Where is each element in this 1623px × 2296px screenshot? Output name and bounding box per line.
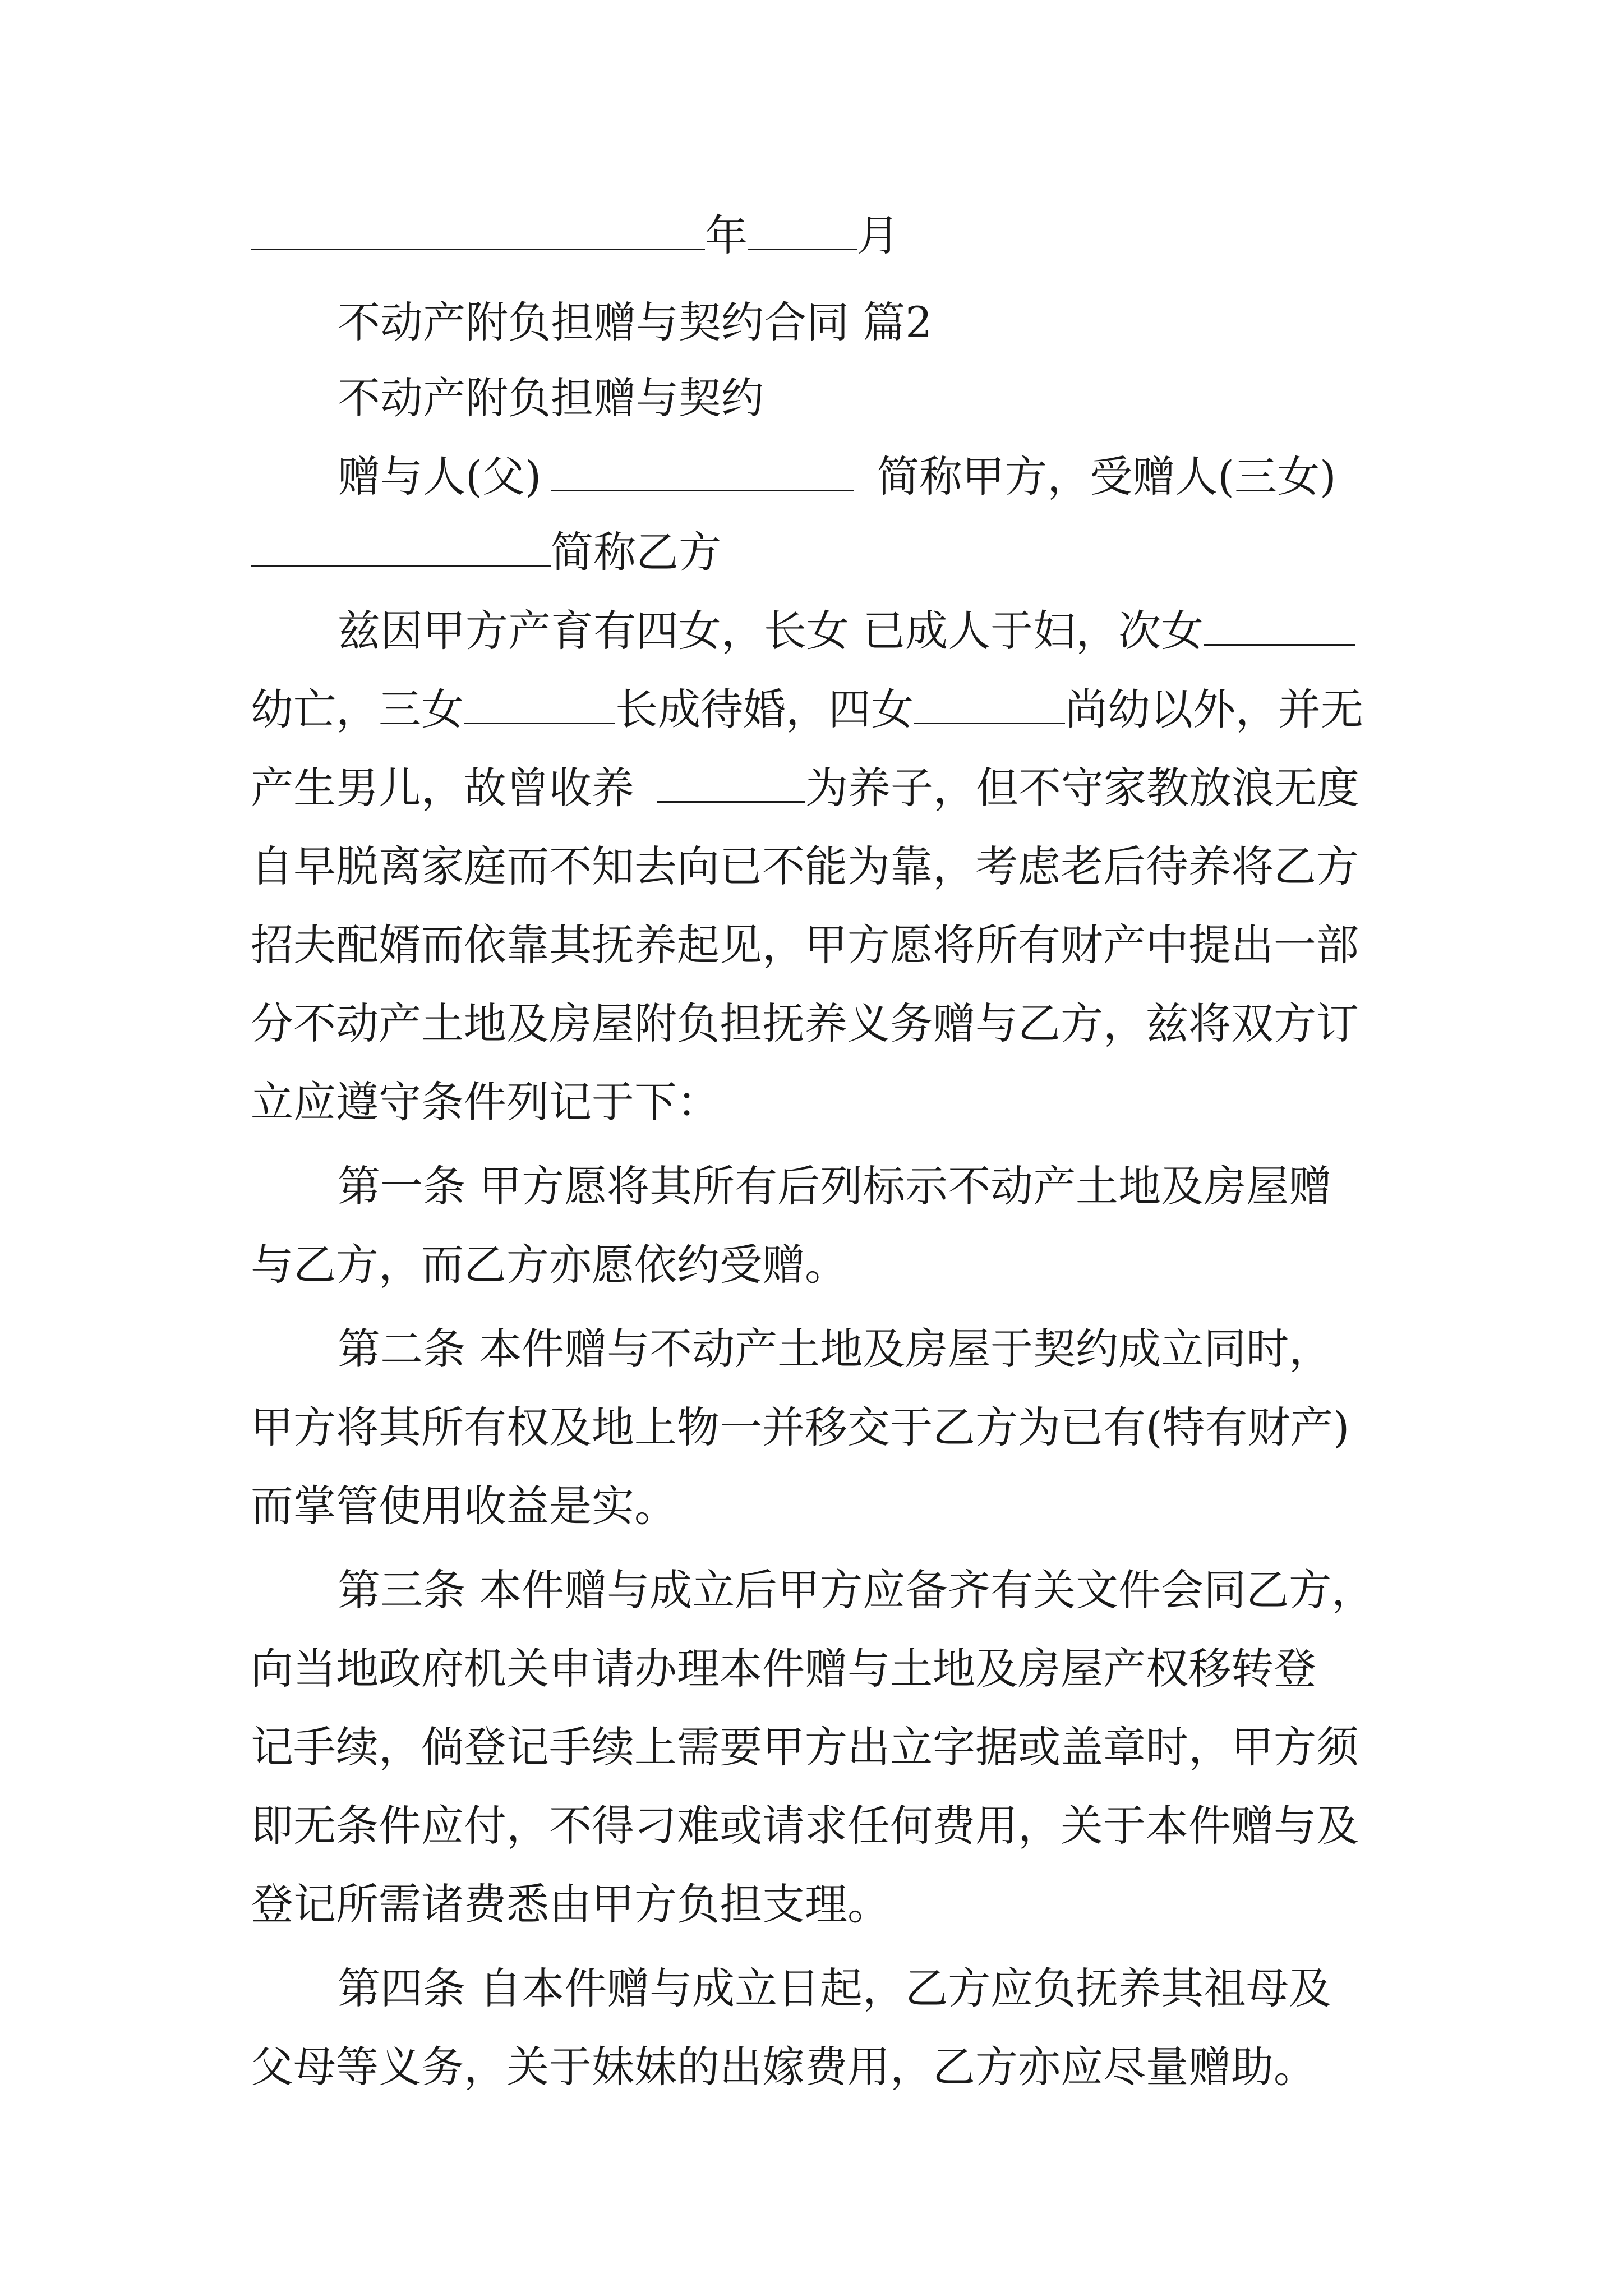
article-text: 即无条件应付，不得刁难或请求任何费用，关于本件赠与及 bbox=[251, 1801, 1359, 1851]
preamble-line-7 bbox=[0, 1074, 1623, 1130]
third-daughter-blank bbox=[464, 683, 615, 724]
preamble-line-6 bbox=[0, 996, 1623, 1052]
date-blank bbox=[251, 209, 705, 250]
preamble-text: 长成待婚，四女 bbox=[615, 684, 914, 734]
article-text: 甲方将其所有权及地上物一并移交于乙方为已有(特有财产) bbox=[251, 1402, 1350, 1452]
date-line bbox=[0, 208, 1623, 264]
parties-line-2 bbox=[0, 524, 1623, 581]
subheading-text: 不动产附负担赠与契约 bbox=[338, 373, 764, 423]
preamble-text: 招夫配婿而依靠其抚养起见，甲方愿将所有财产中提出一部 bbox=[251, 920, 1359, 970]
preamble-text: 立应遵守条件列记于下： bbox=[251, 1077, 720, 1127]
month-blank bbox=[748, 209, 857, 250]
donor-label: 赠与人(父) bbox=[338, 452, 542, 501]
article-3-line-5 bbox=[0, 1876, 1623, 1932]
parties-line-1 bbox=[0, 449, 1623, 505]
adopted-son-blank bbox=[657, 762, 805, 803]
article-1-line-2 bbox=[0, 1237, 1623, 1293]
article-3-line-1 bbox=[0, 1562, 1623, 1618]
article-text: 与乙方，而乙方亦愿依约受赠。 bbox=[251, 1240, 847, 1290]
second-daughter-blank bbox=[1204, 605, 1355, 646]
preamble-text: 幼亡，三女 bbox=[251, 684, 464, 734]
preamble-text: 分不动产土地及房屋附负担抚养义务赠与乙方，兹将双方订 bbox=[251, 999, 1359, 1048]
article-text: 第一条 甲方愿将其所有后列标示不动产土地及房屋赠 bbox=[338, 1161, 1332, 1211]
article-3-line-2 bbox=[0, 1641, 1623, 1697]
donee-suffix: 简称乙方 bbox=[551, 527, 721, 577]
article-1-line-1 bbox=[0, 1158, 1623, 1214]
contract-heading bbox=[0, 295, 1623, 351]
article-text: 登记所需诸费悉由甲方负担支理。 bbox=[251, 1879, 890, 1929]
article-text: 而掌管使用收益是实。 bbox=[251, 1481, 677, 1531]
article-text: 向当地政府机关申请办理本件赠与土地及房屋产权移转登 bbox=[251, 1644, 1316, 1694]
donee-name-blank bbox=[251, 526, 551, 567]
heading-text: 不动产附负担赠与契约合同 篇2 bbox=[338, 297, 933, 347]
contract-subheading bbox=[0, 370, 1623, 426]
article-4-line-1 bbox=[0, 1961, 1623, 2017]
month-label: 月 bbox=[857, 210, 900, 260]
preamble-text: 为养子，但不守家教放浪无度 bbox=[805, 763, 1359, 813]
year-label: 年 bbox=[705, 210, 748, 260]
preamble-line-2 bbox=[0, 682, 1623, 738]
donor-suffix: 简称甲方，受赠人(三女) bbox=[877, 452, 1336, 501]
article-2-line-3 bbox=[0, 1478, 1623, 1534]
article-2-line-1 bbox=[0, 1321, 1623, 1377]
preamble-line-5 bbox=[0, 917, 1623, 973]
article-text: 记手续，倘登记手续上需要甲方出立字据或盖章时，甲方须 bbox=[251, 1722, 1359, 1772]
article-text: 第三条 本件赠与成立后甲方应备齐有关文件会同乙方， bbox=[338, 1565, 1375, 1615]
article-3-line-4 bbox=[0, 1798, 1623, 1854]
article-4-line-2 bbox=[0, 2039, 1623, 2095]
article-text: 父母等义务，关于妹妹的出嫁费用，乙方亦应尽量赠助。 bbox=[251, 2042, 1316, 2092]
article-2-line-2 bbox=[0, 1400, 1623, 1456]
fourth-daughter-blank bbox=[914, 683, 1065, 724]
preamble-line-1 bbox=[0, 603, 1623, 659]
preamble-line-4 bbox=[0, 839, 1623, 895]
donor-name-blank bbox=[551, 450, 854, 491]
article-text: 第二条 本件赠与不动产土地及房屋于契约成立同时， bbox=[338, 1324, 1332, 1374]
article-3-line-3 bbox=[0, 1719, 1623, 1775]
preamble-text: 兹因甲方产育有四女，长女 已成人于妇，次女 bbox=[338, 606, 1204, 656]
preamble-line-3 bbox=[0, 760, 1623, 816]
article-text: 第四条 自本件赠与成立日起，乙方应负抚养其祖母及 bbox=[338, 1963, 1332, 2013]
preamble-text: 自早脱离家庭而不知去向已不能为靠，考虑老后待养将乙方 bbox=[251, 841, 1359, 891]
preamble-text: 产生男儿，故曾收养 bbox=[251, 763, 634, 813]
preamble-text: 尚幼以外，并无 bbox=[1065, 684, 1363, 734]
